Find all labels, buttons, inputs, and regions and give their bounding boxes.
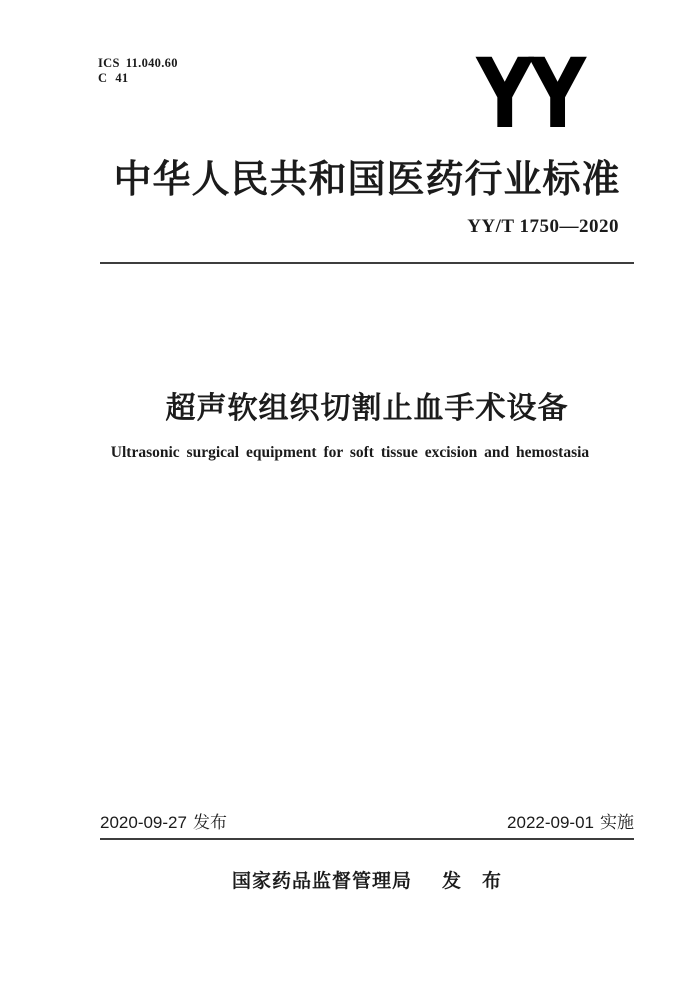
header-divider-line — [100, 262, 634, 264]
yy-standard-logo: YY — [476, 38, 582, 150]
issue-date: 2020-09-27 — [100, 813, 187, 832]
footer-divider-line — [100, 838, 634, 840]
class-code: 41 — [115, 71, 129, 86]
issue-date-label: 发布 — [192, 813, 227, 832]
ics-code: 11.040.60 — [125, 56, 178, 70]
dates-row — [100, 813, 634, 833]
publisher-name: 国家药品监督管理局 — [231, 871, 412, 892]
standard-number: YY/T 1750—2020 — [467, 216, 619, 237]
publisher-line — [100, 866, 634, 893]
ics-block — [98, 56, 178, 87]
standard-category-title: 中华人民共和国医药行业标准 — [113, 159, 621, 201]
classification-line — [98, 71, 178, 86]
implementation-date-item — [507, 813, 634, 833]
ics-line — [98, 56, 178, 71]
implementation-date: 2022-09-01 — [507, 813, 594, 832]
issue-date-item — [100, 813, 227, 833]
document-title-chinese: 超声软组织切割止血手术设备 — [165, 392, 569, 425]
publish-label: 发 布 — [442, 871, 503, 892]
document-title-english: Ultrasonic surgical equipment for soft tissue excision and hemostasia — [110, 444, 590, 461]
class-label: C — [98, 71, 108, 86]
ics-label: ICS — [98, 56, 120, 70]
implementation-date-label: 实施 — [600, 813, 634, 832]
